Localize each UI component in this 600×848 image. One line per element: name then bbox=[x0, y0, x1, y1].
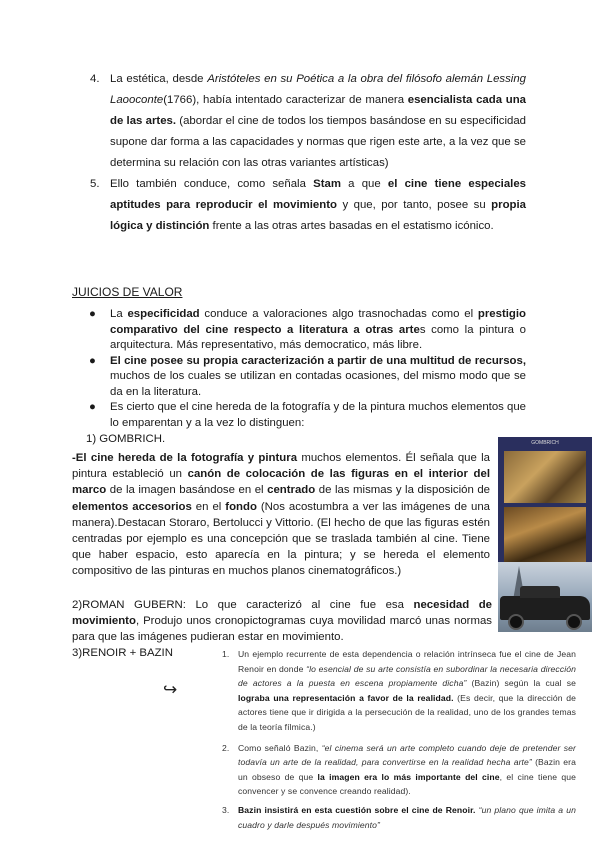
bold-text: Bazin insistirá en esta cuestión sobre el cine de Renoir. bbox=[238, 804, 476, 815]
bold-text: Stam bbox=[313, 178, 341, 190]
list-item-5 bbox=[86, 174, 526, 237]
text-span: conduce a valoraciones algo trasnochadas como el bbox=[199, 308, 478, 320]
text-span: La estética, desde bbox=[110, 73, 208, 85]
text-span: (Nos acostumbra a ver las imágenes de una manera).Destacan Storaro, Bertolucci y Vittorio. (El hecho de que las figuras estén centradas por ejemplo es una concepción que se traslada también al cine. Tiene que haber espacio, esto aparecía en la pintura; y se hereda el elemento compositivo de las pinturas en muchos planos cinematográficos.) bbox=[72, 500, 491, 578]
text-span: Es cierto que el cine hereda de la fotografía y de la pintura muchos elementos que lo emparentan y a la vez lo distinguen: bbox=[110, 401, 527, 429]
curved-arrow-icon: ↪ bbox=[163, 680, 178, 699]
text-span: a que bbox=[340, 178, 388, 190]
text-span: y que, por tanto, posee su bbox=[336, 199, 492, 211]
text-span: Como señaló Bazin, bbox=[238, 742, 322, 753]
gombrich-paragraph bbox=[72, 450, 490, 580]
text-span: en el bbox=[191, 500, 226, 513]
bold-text: canón de colocación de las figuras en el interior del marco bbox=[72, 468, 490, 497]
renoir-bazin-label: 3)RENOIR + BAZIN bbox=[72, 647, 173, 659]
list-number: 4. bbox=[90, 73, 100, 85]
text-span: (Bazin era un obseso de que bbox=[238, 757, 576, 782]
bullet-item bbox=[86, 400, 526, 431]
bold-text: elementos accesorios bbox=[72, 500, 192, 513]
list-item-4 bbox=[86, 69, 526, 174]
text-span: 2)ROMAN GUBERN: Lo que caracterizó al cine fue esa bbox=[72, 599, 414, 611]
list-number: 5. bbox=[90, 178, 100, 190]
italic-text: “lo esencial de su arte consistía en subordinar la necesaria dirección de actores a la puesta en escena propiamente dicha” bbox=[238, 663, 576, 689]
bullet-icon: ● bbox=[89, 401, 96, 413]
text-span: Ello también conduce, como señala bbox=[110, 178, 314, 190]
italic-text: “el cinema será un arte completo cuando deje de pretender ser todavía un arte de la realidad, para convertirse en la realidad hecha arte” bbox=[238, 742, 576, 768]
roman-gubern-paragraph bbox=[72, 597, 492, 646]
list-number: 1. bbox=[222, 649, 230, 659]
bullet-item bbox=[86, 354, 526, 401]
gombrich-label: 1) GOMBRICH. bbox=[86, 433, 166, 445]
numbered-list bbox=[86, 69, 526, 237]
bold-text: fondo bbox=[225, 500, 257, 513]
pasted-list bbox=[222, 647, 576, 832]
bold-text: especificidad bbox=[127, 308, 200, 320]
text-span: , Produjo unos cronopictogramas cuya movilidad marcó unas normas para que las imágenes pudieran estar en movimiento. bbox=[72, 615, 492, 644]
bold-text: esencialista cada una de las artes. bbox=[110, 94, 526, 127]
text-span: frente a las otras artes basadas en el estatismo icónico. bbox=[209, 220, 494, 232]
bullet-icon: ● bbox=[89, 354, 96, 367]
wheel-shape bbox=[508, 614, 524, 630]
bold-text: la imagen era lo más importante del cine bbox=[317, 771, 500, 782]
bold-text: el cine tiene especiales aptitudes para reproducir el movimiento bbox=[110, 178, 526, 211]
text-span: (Bazin) según la cual se bbox=[466, 678, 576, 689]
list-number: 3. bbox=[222, 804, 230, 815]
bullet-item bbox=[86, 307, 526, 354]
text-span: s como la pintura o arquitectura. Más representativo, más democratico, más libre. bbox=[110, 323, 526, 351]
text-span: Un ejemplo recurrente de esta dependencia o relación intrínseca fue el cine de Jean Renoir en donde bbox=[238, 649, 576, 674]
pasted-item-3 bbox=[222, 803, 576, 832]
car-photo bbox=[498, 562, 592, 632]
text-span: (Es decir, que la dirección de actores tiene que ir dirigida a la persecución de la realidad, uno de los grandes temas de la teoría fílmica.) bbox=[238, 692, 576, 732]
pasted-item-2 bbox=[222, 741, 576, 799]
bold-text: centrado bbox=[267, 484, 316, 497]
wheel-shape bbox=[566, 614, 582, 630]
pasted-item-1 bbox=[222, 647, 576, 735]
bold-text: -El cine hereda de la fotografía y pintura bbox=[72, 452, 298, 464]
bold-text: propia lógica y distinción bbox=[110, 199, 526, 232]
painting-image bbox=[504, 451, 586, 503]
text-span: , el cine tiene que convencer y se convence creando realidad). bbox=[238, 771, 577, 797]
italic-text: Aristóteles en su Poética a la obra del filósofo alemán Lessing Laooconte bbox=[110, 73, 526, 106]
painting-image bbox=[504, 507, 586, 569]
bullet-list bbox=[86, 307, 526, 431]
book-cover-title: GOMBRICH bbox=[531, 440, 559, 446]
bullet-icon: ● bbox=[89, 308, 96, 320]
text-span: muchos elementos. Él señala que la pintura estableció un bbox=[72, 452, 491, 481]
bold-text: lograba una representación a favor de la realidad. bbox=[238, 692, 454, 703]
text-span: (abordar el cine de todos los tiempos basándose en su especificidad supone dar forma a las capacidades y normas que rigen este arte, a la vez que se determina su relación con las otras variantes artísticas) bbox=[110, 115, 526, 169]
text-span: La bbox=[110, 308, 128, 320]
text-span: (1766), había intentado caracterizar de manera bbox=[163, 94, 408, 106]
text-span: de las mismas y la disposición de bbox=[315, 484, 490, 497]
bold-text: El cine posee su propia caracterización a partir de una multitud de recursos, bbox=[110, 354, 526, 367]
text-span: muchos de los cuales se utilizan en contadas ocasiones, del mismo modo que se da en la literatura. bbox=[110, 370, 526, 398]
bold-text: prestigio comparativo del cine respecto a literatura a otras arte bbox=[110, 308, 526, 336]
section-heading: JUICIOS DE VALOR bbox=[72, 285, 183, 299]
list-number: 2. bbox=[222, 742, 230, 753]
bold-text: necesidad de movimiento bbox=[72, 599, 493, 628]
italic-text: “un plano que imita a un cuadro y darle después movimiento” bbox=[238, 804, 576, 830]
text-span: de la imagen basándose en el bbox=[106, 484, 268, 497]
